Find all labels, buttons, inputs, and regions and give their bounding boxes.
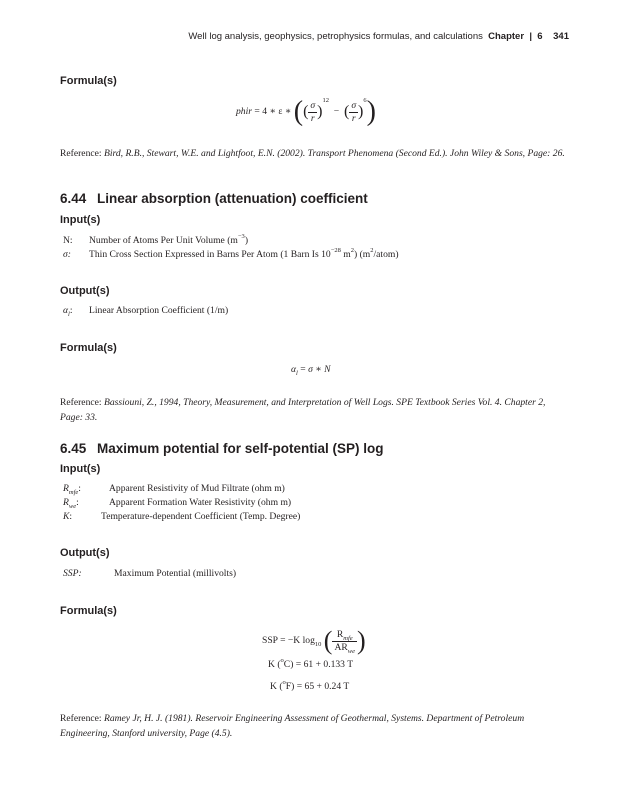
num-sigma: σ bbox=[310, 99, 316, 111]
reference-6-45 bbox=[60, 711, 570, 741]
chapter-number: 6 bbox=[537, 31, 543, 42]
degree-mark: o bbox=[280, 657, 284, 664]
input-desc: Temperature-dependent Coefficient (Temp. Degree) bbox=[101, 511, 301, 522]
coef: 4 bbox=[262, 106, 268, 118]
input-sigma bbox=[63, 249, 399, 260]
input-colon: : bbox=[76, 497, 79, 508]
alpha: α bbox=[291, 364, 297, 375]
output-symbol: α bbox=[63, 305, 69, 316]
input-colon: : bbox=[78, 483, 81, 494]
input-sup3: 2 bbox=[370, 247, 374, 254]
degree-mark: o bbox=[282, 679, 286, 686]
input-rmfe bbox=[63, 483, 285, 494]
rhs-c: = 61 + 0.133 T bbox=[295, 659, 354, 670]
input-heading-6-45: Input(s) bbox=[60, 463, 101, 475]
input-colon: : bbox=[69, 511, 73, 522]
eq-sign: = bbox=[300, 364, 306, 375]
input-sup: −28 bbox=[330, 247, 341, 254]
running-title: Well log analysis, geophysics, petrophysics formulas, and calculations bbox=[188, 31, 483, 42]
exponent-12: 12 bbox=[322, 97, 329, 105]
input-sup2: 2 bbox=[350, 247, 354, 254]
rmfe-over-arwe bbox=[332, 629, 357, 654]
reference-1 bbox=[60, 146, 570, 161]
ssp-lhs: SSP bbox=[262, 635, 278, 647]
input-sub: mfe bbox=[68, 489, 79, 496]
output-desc: Maximum Potential (millivolts) bbox=[114, 568, 237, 579]
phir-lhs: phir bbox=[236, 106, 252, 118]
num-sigma-2: σ bbox=[351, 99, 357, 111]
input-desc: Apparent Formation Water Resistivity (ohm m) bbox=[109, 497, 292, 508]
input-tail: ) bbox=[244, 235, 249, 246]
den-ar: AR bbox=[334, 641, 348, 653]
page-number: 341 bbox=[553, 31, 569, 42]
input-rwe bbox=[63, 497, 291, 508]
open-paren: ( bbox=[323, 626, 333, 655]
den-r: r bbox=[310, 112, 315, 124]
input-mid: m bbox=[340, 249, 351, 260]
reference-label: Reference: bbox=[60, 397, 104, 408]
minus-sign: − bbox=[333, 106, 340, 118]
neg-k-log: −K log bbox=[287, 635, 315, 647]
input-desc: Thin Cross Section Expressed in Barns Per Atom (1 Barn Is 10 bbox=[89, 249, 331, 260]
formula-heading-6-44: Formula(s) bbox=[60, 342, 117, 354]
reference-label: Reference: bbox=[60, 148, 104, 159]
exponent-6: 6 bbox=[363, 97, 367, 105]
reference-label: Reference: bbox=[60, 713, 104, 724]
running-header bbox=[60, 31, 569, 42]
rhs-f: = 65 + 0.24 T bbox=[296, 681, 350, 692]
num-r: R bbox=[336, 628, 344, 640]
input-symbol: R bbox=[63, 483, 69, 494]
close-paren: ) bbox=[357, 626, 366, 655]
eq-sign: = bbox=[254, 106, 260, 118]
log-base: 10 bbox=[314, 641, 322, 649]
times-sign: ∗ bbox=[315, 364, 322, 375]
input-symbol: R bbox=[63, 497, 69, 508]
epsilon: ε bbox=[278, 106, 283, 118]
output-ssp bbox=[63, 568, 236, 579]
k-fahrenheit-formula: K ($^o$F) = 65 + 0.24 T bbox=[270, 679, 350, 692]
den-sub: we bbox=[347, 647, 356, 655]
input-k bbox=[63, 511, 300, 522]
reference-text: Bassiouni, Z., 1994, Theory, Measurement, and Interpretation of Well Logs. SPE Textbook Series Vol. 4. Chapter 2, Page: 33. bbox=[60, 397, 546, 423]
k-celsius-formula: K ($^o$C) = 61 + 0.133 T bbox=[268, 657, 354, 670]
chapter-label: Chapter bbox=[488, 31, 525, 42]
output-desc: Linear Absorption Coefficient (1/m) bbox=[89, 305, 229, 316]
k-var: K bbox=[270, 681, 277, 692]
open-paren-inner-2: ( bbox=[343, 103, 350, 120]
eq-sign: = bbox=[280, 635, 286, 647]
close-paren: ) bbox=[366, 96, 376, 127]
header-separator: | bbox=[529, 31, 532, 42]
ssp-formula bbox=[262, 628, 366, 654]
reference-text: Bird, R.B., Stewart, W.E. and Lightfoot, E.N. (2002). Transport Phenomena (Second Ed.). John Wiley & Sons, Page: 26. bbox=[103, 148, 565, 159]
section-number: 6.44 bbox=[60, 191, 87, 206]
num-sub: mfe bbox=[343, 634, 353, 642]
input-desc: Apparent Resistivity of Mud Filtrate (ohm m) bbox=[109, 483, 285, 494]
k-var: K bbox=[268, 659, 275, 670]
close-paren-inner-2: ) bbox=[358, 103, 364, 120]
input-sub: we bbox=[68, 503, 77, 510]
den-r-2: r bbox=[351, 112, 356, 124]
input-symbol: K bbox=[63, 511, 70, 522]
input-tail: ) (m bbox=[353, 249, 371, 260]
input-tail2: /atom) bbox=[373, 249, 399, 260]
reference-6-44 bbox=[60, 395, 570, 425]
close-paren-inner: ) bbox=[317, 103, 323, 120]
output-heading-6-44: Output(s) bbox=[60, 285, 110, 297]
output-symbol: SSP: bbox=[63, 568, 82, 579]
section-title: Linear absorption (attenuation) coefficient bbox=[97, 191, 368, 206]
output-sub: l bbox=[68, 311, 70, 318]
reference-text: Ramey Jr, H. J. (1981). Reservoir Engineering Assessment of Geothermal, Systems. Department of Petroleum Engineering, Stanford university, Page (4.5). bbox=[60, 713, 525, 739]
formula-heading-1: Formula(s) bbox=[60, 75, 117, 87]
sigma-over-r-1 bbox=[308, 100, 317, 125]
unit-f: F bbox=[285, 681, 292, 692]
input-desc: Number of Atoms Per Unit Volume (m bbox=[89, 235, 238, 246]
section-title: Maximum potential for self-potential (SP) log bbox=[97, 441, 384, 456]
sigma: σ bbox=[308, 364, 313, 375]
section-number: 6.45 bbox=[60, 441, 87, 456]
phir-formula bbox=[236, 98, 376, 126]
section-heading-6-45 bbox=[60, 441, 384, 456]
unit-c: C bbox=[283, 659, 291, 670]
sigma-over-r-2 bbox=[349, 100, 358, 125]
times-sign-2: ∗ bbox=[284, 106, 292, 118]
alpha-formula bbox=[291, 364, 331, 375]
times-sign: ∗ bbox=[269, 106, 276, 118]
formula-heading-6-45: Formula(s) bbox=[60, 605, 117, 617]
open-paren: ( bbox=[293, 96, 304, 127]
input-n bbox=[63, 235, 248, 246]
section-heading-6-44 bbox=[60, 191, 368, 206]
input-symbol: N: bbox=[63, 235, 73, 246]
output-alpha bbox=[63, 305, 228, 316]
output-colon: : bbox=[69, 305, 73, 316]
input-heading-6-44: Input(s) bbox=[60, 214, 101, 226]
open-paren-inner: ( bbox=[303, 103, 309, 120]
n-var: N bbox=[324, 364, 331, 375]
output-heading-6-45: Output(s) bbox=[60, 547, 110, 559]
alpha-sub: l bbox=[296, 370, 298, 377]
input-symbol: σ: bbox=[63, 249, 71, 260]
input-sup: −3 bbox=[237, 233, 245, 240]
